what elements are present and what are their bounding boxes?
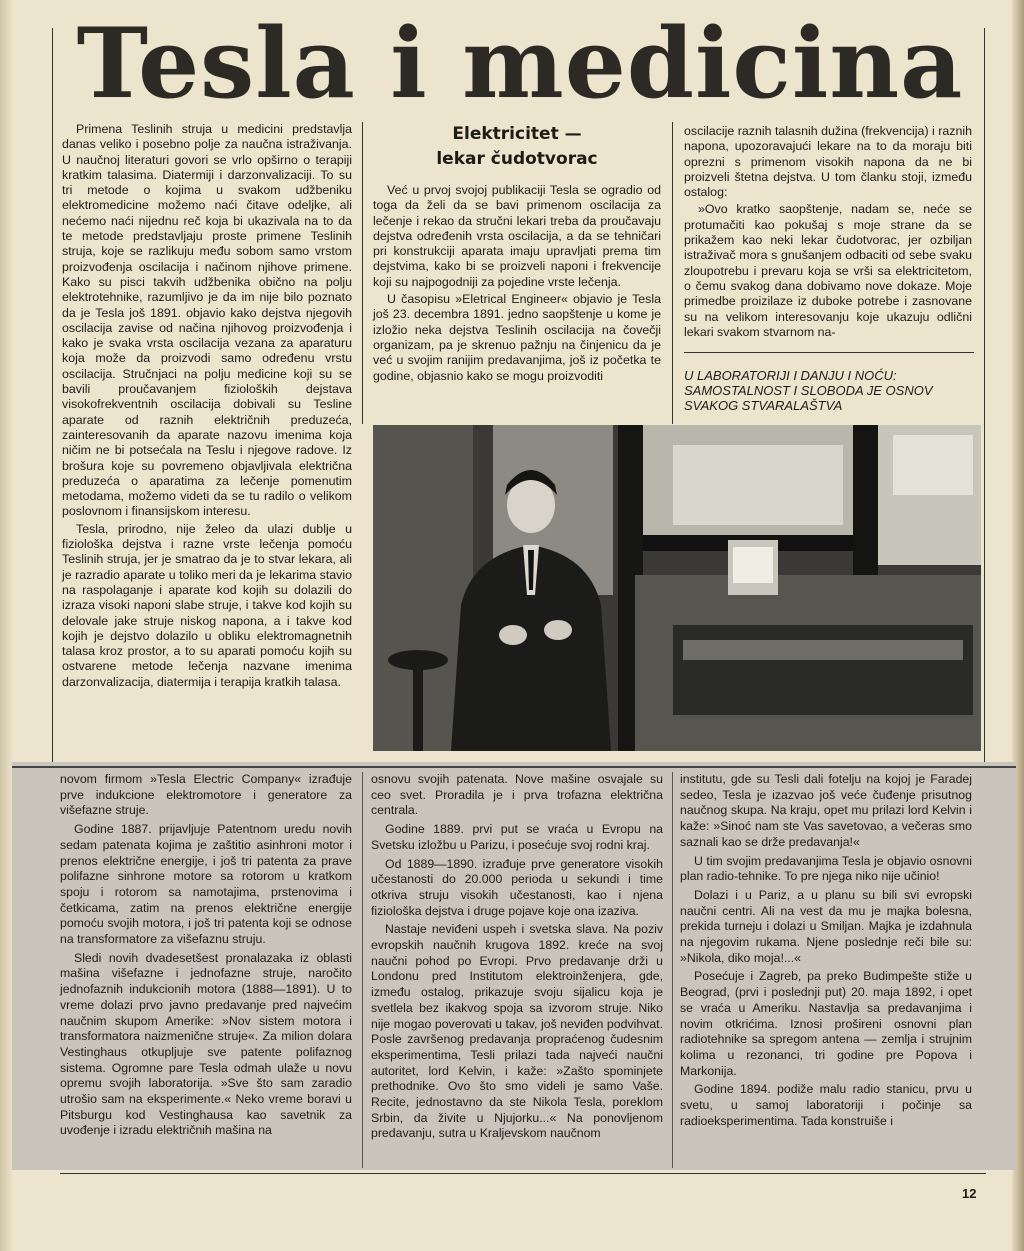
paragraph: Od 1889—1890. izrađuje prve generatore visokih učestanosti do 20.000 perioda u sekundi i time otkriva struju visokih učestanosti, kao i njena fiziološka dejstva i druge pojave koje ona izaziva. [371, 856, 663, 918]
article-column-1 [62, 122, 352, 692]
paragraph: Posećuje i Zagreb, pa preko Budimpešte stiže u Beograd, (prvi i poslednji put) 20. maja 1892, i opet se vraća u Ameriku. Nastavlja sa predavanjima i novim otkrićima. Iznosi prošireni osnovni plan radiotehnike sa spregom antena — zemlja i strujnim kolima u rezonanci, tri godine pre Popova i Markonija. [680, 969, 972, 1078]
paragraph: Nastaje neviđeni uspeh i svetska slava. Na poziv evropskih naučnih krugova 1892. kreće na svoj naučni pohod po Evropi. Prvo predavanje drži u Londonu pred Institutom elektroinženjera, gde, između ostalog, prikazuje svoju sijalicu koja je svetlela bez ikakvog spoja sa izvorom struje. Niko nije mogao poverovati u takav, još neviđen podvihvat. Posle završenog predavanja propraćenog čudesnim eksperimentima, Tesli prilazi tada najveći naučni autoritet, lord Kelvin, i kaže: »Zašto spominjete prethodnike. Ovo što smo videli je samo Vaše. Recite, jednostavno da ste Nikola Tesla, poreklom Srbin, da živite u Njujorku...« Na ponovljenom predavanju, sutra u Kraljevskom naučnom [371, 922, 663, 1141]
page-number: 12 [962, 1186, 977, 1201]
paragraph: U tim svojim predavanjima Tesla je objavio osnovni plan radio-tehnike. To pre njega niko nije učinio! [680, 853, 972, 884]
timeline-column-2 [371, 772, 663, 1145]
column-rule [672, 772, 673, 1168]
paragraph: osnovu svojih patenata. Nove mašine osvajale su ceo svet. Proradila je i prva trofazna električna centrala. [371, 772, 663, 818]
paragraph: Godine 1887. prijavljuje Patentnom uredu novih sedam patenata kojima je zaštitio asinhroni motor i prenos električne energije, i još tri patenta za prave polifazne sinhrone motore sa rotorom u kratkom spoju i rotorom sa namotajima, prstenovima i četkicama, zatim na prenos električne energije pomoću svojih motora, i još tri patenta koji se odnose na transformatore za višefaznu struju. [60, 822, 352, 947]
photo-illustration [373, 425, 981, 751]
paragraph: Godine 1889. prvi put se vraća u Evropu na Svetsku izložbu u Parizu, i posećuje svoj rodni kraj. [371, 822, 663, 852]
paragraph: Dolazi i u Pariz, a u planu su bili svi evropski naučni centri. Ali na vest da mu je majka bolesna, prekida turneju i dolazi u Smiljan. Majka je izdahnula na njegovim rukama. Njene poslednje reči bile su: »Nikola, diko moja!...« [680, 887, 972, 965]
column-rule [362, 122, 363, 424]
quote-rule [684, 352, 974, 353]
article-column-3 [684, 124, 972, 342]
column-rule [984, 28, 985, 763]
paragraph: Već u prvoj svojoj publikaciji Tesla se ogradio od toga da želi da se bavi primenom oscilacija za lečenje i rekao da stručni lekari treba da proučavaju dejstva određenih vrsta oscilacija, a da se tehničari pri konstrukciji aparata imaju upravljati prema tim dejstvima, kako bi se proizveli naponi i frekvencije koji su najpogodniji za pojedine vrste lečenja. [373, 183, 661, 289]
pull-quote: U LABORATORIJI I DANJU I NOĆU: SAMOSTALNOST I SLOBODA JE OSNOV SVAKOG STVARALAŠTVA [684, 368, 933, 413]
column-rule [362, 772, 363, 1168]
sub-heading: Elektricitet — lekar čudotvorac [436, 124, 598, 169]
paragraph: U časopisu »Eletrical Engineer« objavio je Tesla još 23. decembra 1891. jedno saopštenje u kome je izložio neka dejstva Teslinih oscilacija na čovečji organizam, pa je skrenuo pažnju na činjenicu da je već u svojim ranijim predavanjima, još iz početka te godine, objasnio kako se mogu proizvoditi [373, 292, 661, 383]
paragraph: »Ovo kratko saopštenje, nadam se, neće se protumačiti kao pokušaj s moje strane da se prikažem kao neki lekar čudotvorac, jer ozbiljan istraživač mora s gnušanjem odbaciti od sebe svaku zloupotrebu i prevaru koja se vrši sa elektricitetom, o čemu svakog dana dobivamo nove dokaze. Moje primedbe proizilaze iz duboke potrebe i zasnovane su na velikom interesovanju koje ukazuju odlični lekari svakom stvarnom na- [684, 202, 972, 339]
timeline-column-1 [60, 772, 352, 1142]
timeline-column-3 [680, 772, 972, 1132]
bottom-rule [60, 1173, 986, 1174]
paragraph: institutu, gde su Tesli dali fotelju na kojoj je Faradej sedeo, Tesla je izazvao još veće čuđenje prisutnog naučnog skupa. Na kraju, opet mu prilazi lord Kelvin i kaže: »Sinoć nam ste Vas savetovao, a večeras smo saznali kao se drže predavanja!« [680, 772, 972, 849]
column-rule [672, 122, 673, 424]
paragraph: oscilacije raznih talasnih dužina (frekvencija) i raznih napona, upozoravajući lekare na to da moraju biti oprezni s primenom visokih napona da ne bi proizveli štetna dejstva. U tom članku stoji, između ostalog: [684, 124, 972, 200]
paragraph: Sledi novih dvadesetšest pronalazaka iz oblasti mašina višefazne i jednofazne struje, naročito jednofaznih indukcionih motora (1888—1891). U to vreme dolazi prvo javno predavanje pred najvećim naučnim skupom Amerike: »Nov sistem motora i transformatora naizmenične struje«. Za milion dolara Vestinghaus otkupljuje sve patente polifaznog sistema. Ogromne pare Tesla odmah ulaže u novu opremu svojih laboratorija. »Sve što sam zaradio utrošio sam na eksperimente.« Neko vreme boravi u Pitsburgu kod Vestinghausa kao savetnik za uvođenje i izradu električnih mašina na [60, 950, 352, 1138]
article-column-2 [373, 183, 661, 386]
tesla-laboratory-photo [373, 425, 981, 751]
paragraph: Godine 1894. podiže malu radio stanicu, prvu u svetu, u samoj laboratoriji i počinje sa radioeksperimentima. Tada konstruiše i [680, 1082, 972, 1128]
page-left-edge [0, 0, 12, 1251]
headline: Tesla i medicina [76, 7, 964, 120]
paragraph: novom firmom »Tesla Electric Company« izrađuje prve indukcione elektromotore i generatore za višefazne struje. [60, 772, 352, 818]
band-rule [12, 766, 1016, 768]
column-rule [52, 28, 53, 763]
paragraph: Primena Teslinih struja u medicini predstavlja danas veliko i posebno polje za naučna istraživanja. U naučnoj literaturi govori se vrlo opširno o terapiji kratkim talasima. Diatermiji i darzonvalizaciji. To su tri metode o kojima u svakom udžbeniku elektromedicine možemo naći čitave odeljke, ali nećemo naći nijednu reč koja bi ukazivala na to da te metode predstavljaju proste primene Teslinih struja, koje se razlikuju među sobom samo vrstom proizvođenja oscilacija i načinom njihove primene. Kako su pisci takvih udžbenika obično na polju elektrotehnike, razumljivo je da im nije bilo poznato da je Tesla još 1891. objavio kako dejstva njegovih oscilacija zavise od načina njihovog proizvođenja i kako je svaka vrsta oscilacija vezana za aparaturu koja može da proizvodi samo određenu vrstu oscilacija. Stručnjaci na polju medicine koji su se bavili proučavanjem fizioloških dejstava visokofrekventnih oscilacija dobivali su Tesline aparate od raznih električnih preduzeća, zainteresovanih da aparate nazovu imenima koja ničim ne bi potsećala na Teslu i njegove radove. Iz brošura koje su povremeno objavljivala električna preduzeća o aparatima za lečenje pomenutim metodama, možemo videti da se tu radilo o velikom poslovnom i finansijskom interesu. [62, 122, 352, 519]
paragraph: Tesla, prirodno, nije želeo da ulazi dublje u fiziološka dejstva i razne vrste lečenja pomoću Teslinih struja, jer je smatrao da je to stvar lekara, ali je razradio aparate u toliko meri da je lekarima stavio na raspolaganje i aparate kod kojih su dolazili do izraza visoki naponi slabe struje, i takve kod kojih su delovale jake struje niskog napona, a i takve kod kojih je dejstvo dolazilo u obliku elektromagnetnih talasa kroz prostor, a to su aparati pomoću kojih su ostvarene metode lečenja nazvane imenima darzonvalizacija, diatermija i terapija kratkih talasa. [62, 521, 352, 689]
